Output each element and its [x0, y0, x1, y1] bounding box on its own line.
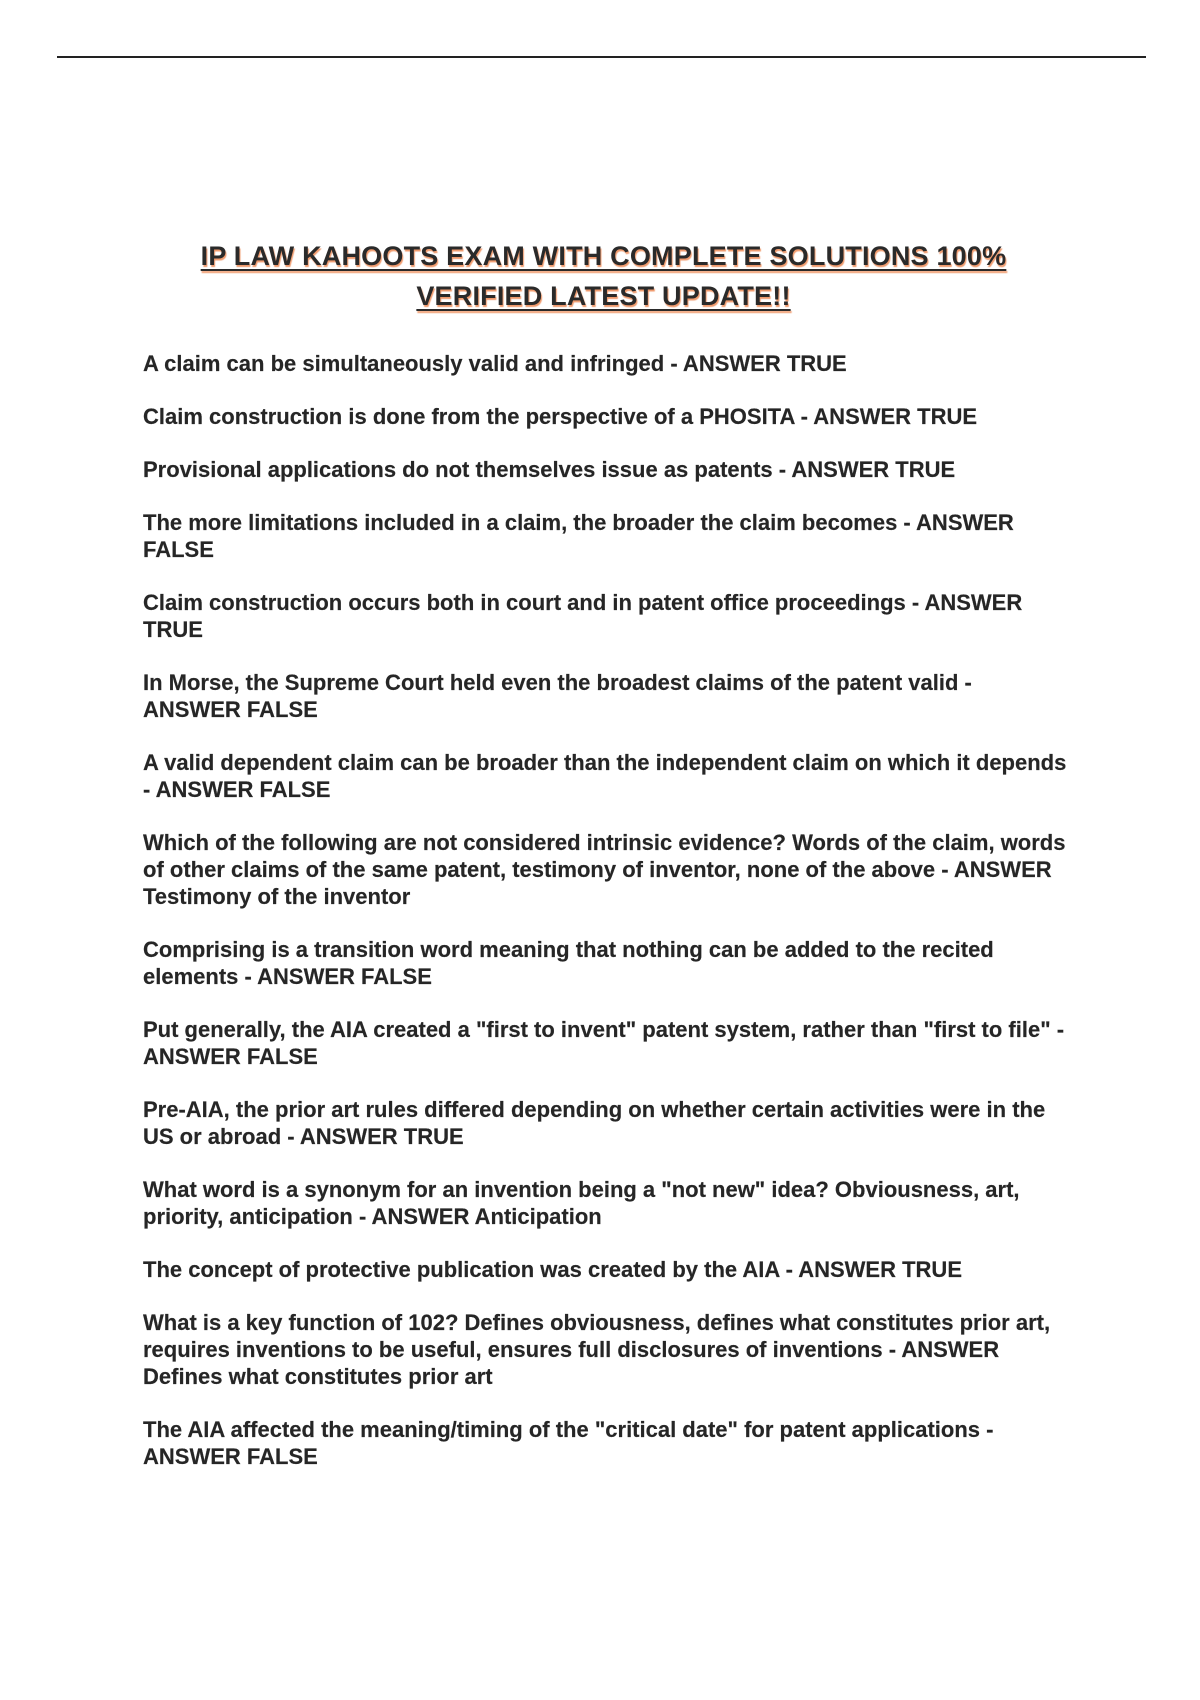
- question-answer-item: Put generally, the AIA created a "first to invent" patent system, rather than "first to file" - ANSWER FALSE: [143, 1017, 1065, 1069]
- question-answer-list: [143, 350, 1073, 1496]
- question-answer-item: Which of the following are not considered intrinsic evidence? Words of the claim, words of other claims of the same patent, testimony of inventor, none of the above - ANSWER Testimony of the inventor: [143, 830, 1066, 909]
- question-answer-item: The AIA affected the meaning/timing of the "critical date" for patent applications - ANSWER FALSE: [143, 1417, 994, 1469]
- question-answer-item: Claim construction is done from the perspective of a PHOSITA - ANSWER TRUE: [143, 404, 978, 429]
- document-title: [142, 236, 1065, 316]
- question-answer-item: In Morse, the Supreme Court held even the broadest claims of the patent valid - ANSWER FALSE: [143, 670, 972, 722]
- question-answer-item: What is a key function of 102? Defines obviousness, defines what constitutes prior art, requires inventions to be useful, ensures full disclosures of inventions - ANSWER Defines what constitutes prior art: [143, 1310, 1051, 1389]
- header-rule: [57, 56, 1146, 58]
- question-answer-item: Comprising is a transition word meaning that nothing can be added to the recited elements - ANSWER FALSE: [143, 937, 994, 989]
- question-answer-item: Provisional applications do not themselves issue as patents - ANSWER TRUE: [143, 457, 956, 482]
- title-line-1: IP LAW KAHOOTS EXAM WITH COMPLETE SOLUTIONS 100%: [200, 241, 1007, 272]
- question-answer-item: A claim can be simultaneously valid and infringed - ANSWER TRUE: [143, 351, 847, 376]
- question-answer-item: What word is a synonym for an invention being a "not new" idea? Obviousness, art, priority, anticipation - ANSWER Anticipation: [143, 1177, 1020, 1229]
- question-answer-item: Claim construction occurs both in court and in patent office proceedings - ANSWER TRUE: [143, 590, 1023, 642]
- title-line-2: VERIFIED LATEST UPDATE!!: [416, 281, 791, 312]
- question-answer-item: The concept of protective publication was created by the AIA - ANSWER TRUE: [143, 1257, 962, 1282]
- question-answer-item: A valid dependent claim can be broader than the independent claim on which it depends - ANSWER FALSE: [143, 750, 1067, 802]
- question-answer-item: The more limitations included in a claim, the broader the claim becomes - ANSWER FALSE: [143, 510, 1014, 562]
- question-answer-item: Pre-AIA, the prior art rules differed depending on whether certain activities were in the US or abroad - ANSWER TRUE: [143, 1097, 1046, 1149]
